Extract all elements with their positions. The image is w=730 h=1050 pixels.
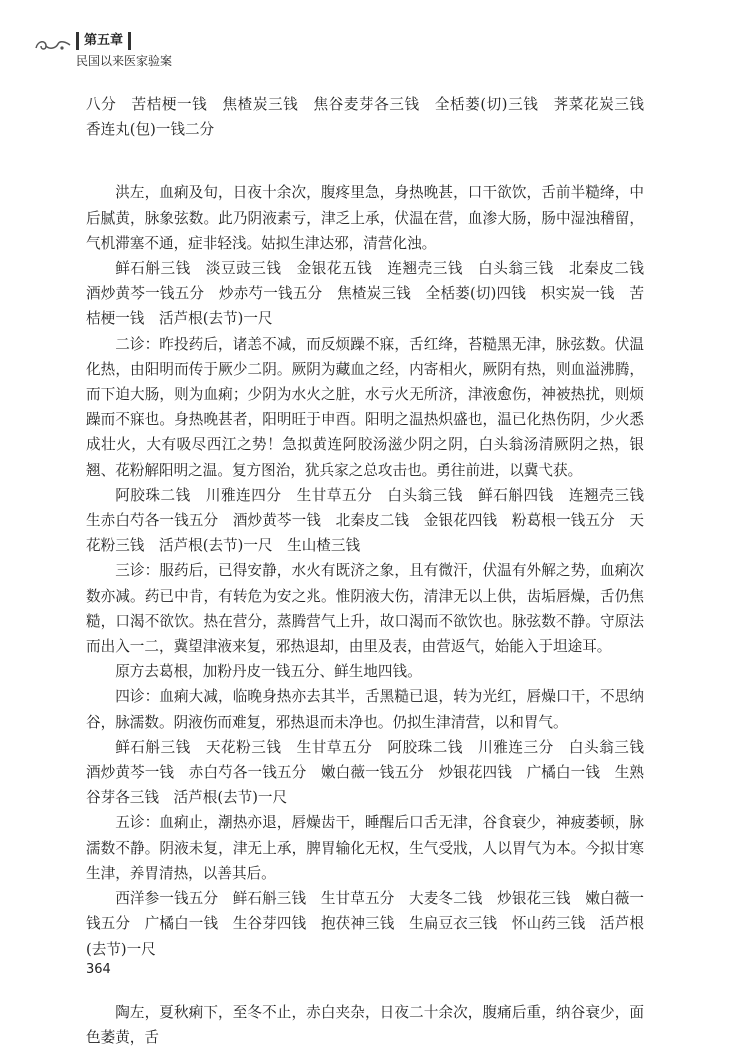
second-visit-paragraph: 二诊：昨投药后，诸恙不减，而反烦躁不寐，舌红绛，苔糙黑无津，脉弦数。伏温化热，由阳明而传于厥少二阴。厥阴为藏血之经，内寄相火，厥阴有热，则血溢沸腾，而下迫大肠，则为血痢；少阴为水火之脏，水亏火无所济，津液愈伤，神被热扰，则烦躁而不寐也。身热晚甚者，阳明旺于申酉。阳明之温热炽盛也，温已化热伤阴，少火悉成壮火，大有吸尽西江之势！急拟黄连阿胶汤滋少阴之阴，白头翁汤清厥阴之热，银翘、花粉解阳明之温。复方图治，犹兵家之总攻击也。勇往前进，以冀弋获。 (86, 335, 644, 479)
next-case-paragraph: 陶左，夏秋痢下，至冬不止，赤白夹杂，日夜二十余次，腹痛后重，纳谷衰少，面色萎黄，舌 (86, 1003, 644, 1046)
prescription-paragraph: 阿胶珠二钱 川雅连四分 生甘草五分 白头翁三钱 鲜石斛四钱 连翘壳三钱 生赤白芍各一钱五分 酒炒黄芩一钱 北秦皮二钱 金银花四钱 粉葛根一钱五分 天花粉三钱 活芦根(去节)一尺 生山楂三钱 (86, 486, 659, 555)
fifth-visit-paragraph: 五诊：血痢止，潮热亦退，唇燥齿干，睡醒后口舌无津，谷食衰少，神疲萎顿，脉濡数不静。阴液未复，津无上承，脾胃输化无权，生气受戕，人以胃气为本。今拟甘寒生津，养胃清热，以善其后。 (86, 814, 644, 882)
case-separator (86, 962, 644, 1000)
ornament-swirl-icon (34, 36, 72, 54)
page-body (86, 92, 659, 1050)
fourth-visit-paragraph: 四诊：血痢大减，临晚身热亦去其半，舌黑糙已退，转为光红，唇燥口干，不思纳谷，脉濡数。阴液伤而难复，邪热退而未净也。仍拟生津清营，以和胃气。 (86, 688, 644, 731)
prescription-paragraph: 鲜石斛三钱 天花粉三钱 生甘草五分 阿胶珠二钱 川雅连三分 白头翁三钱 酒炒黄芩一钱 赤白芍各一钱五分 嫩白薇一钱五分 炒银花四钱 广橘白一钱 生熟谷芽各三钱 活芦根(去节)一尺 (86, 738, 659, 807)
book-title: 民国以来医家验案 (76, 54, 173, 68)
running-header (34, 32, 172, 70)
chapter-label: 第五章 (76, 32, 131, 50)
prescription-continued: 八分 苦桔梗一钱 焦楂炭三钱 焦谷麦芽各三钱 全栝蒌(切)三钱 荠菜花炭三钱 香连丸(包)一钱二分 (86, 96, 659, 139)
case-intro-paragraph: 洪左，血痢及旬，日夜十余次，腹疼里急，身热晚甚，口干欲饮，舌前半糙绛，中后腻黄，脉象弦数。此乃阴液素亏，津乏上承，伏温在营，血渗大肠，肠中湿浊稽留，气机滞塞不通，症非轻浅。姑拟生津达邪，清营化浊。 (86, 184, 644, 252)
page-number: 364 (86, 962, 111, 977)
case-separator (86, 142, 644, 180)
prescription-paragraph: 鲜石斛三钱 淡豆豉三钱 金银花五钱 连翘壳三钱 白头翁三钱 北秦皮二钱 酒炒黄芩一钱五分 炒赤芍一钱五分 焦楂炭三钱 全栝蒌(切)四钱 枳实炭一钱 苦桔梗一钱 活芦根(去节)一尺 (86, 260, 659, 328)
prescription-paragraph: 西洋参一钱五分 鲜石斛三钱 生甘草五分 大麦冬二钱 炒银花三钱 嫩白薇一钱五分 广橘白一钱 生谷芽四钱 抱茯神三钱 生扁豆衣三钱 怀山药三钱 活芦根(去节)一尺 (86, 890, 644, 958)
prescription-modification: 原方去葛根，加粉丹皮一钱五分、鲜生地四钱。 (115, 663, 422, 681)
third-visit-paragraph: 三诊：服药后，已得安静，水火有既济之象，且有微汗，伏温有外解之势，血痢次数亦减。药已中肯，有转危为安之兆。惟阴液大伤，清津无以上供，齿垢唇燥，舌仍焦糙，口渴不欲饮。热在营分，蒸腾营气上升，故口渴而不欲饮也。脉弦数不静。守原法而出入一二，冀望津液来复，邪热退却，由里及表，由营返气，始能入于坦途耳。 (86, 562, 644, 656)
